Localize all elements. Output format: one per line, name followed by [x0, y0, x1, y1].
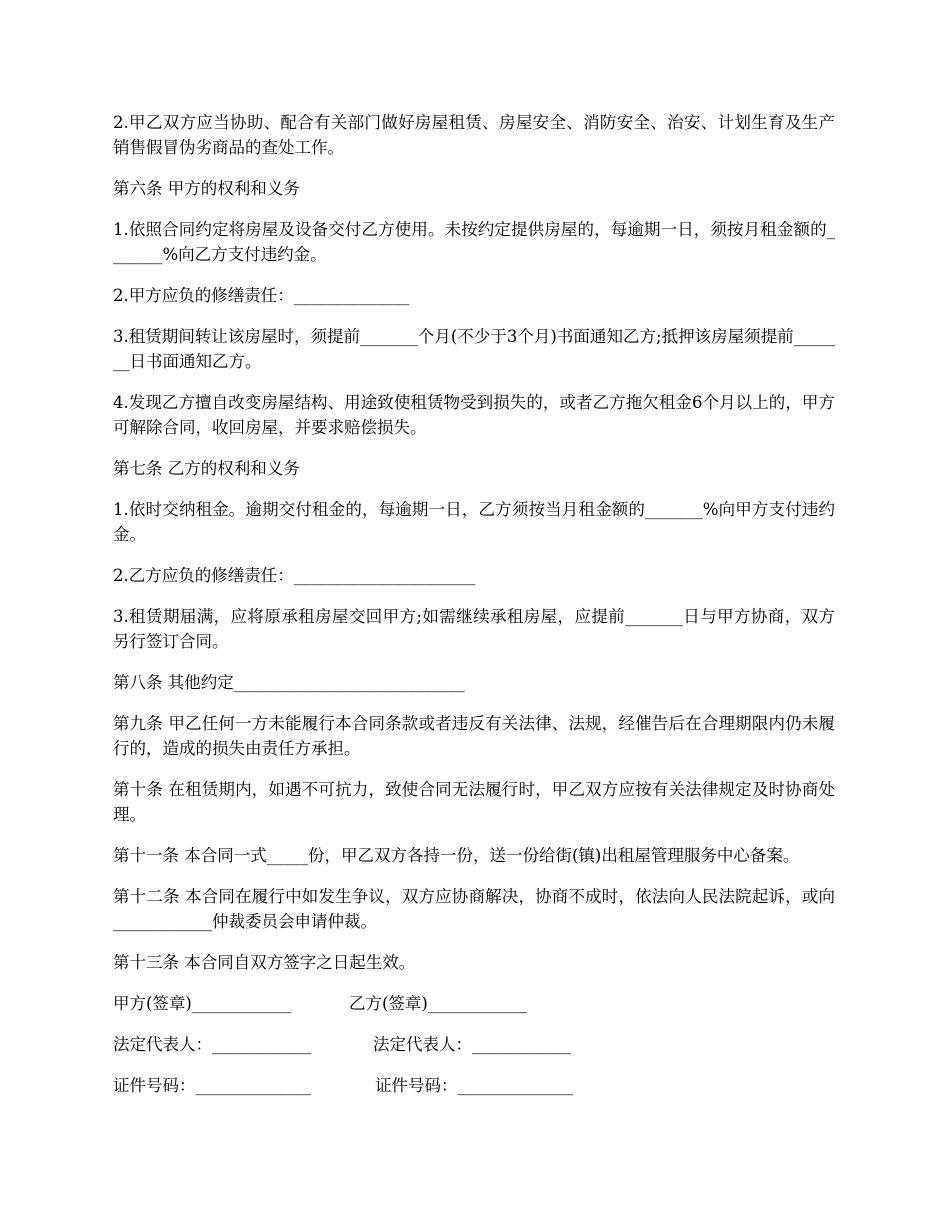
article-12: 第十二条 本合同在履行中如发生争议，双方应协商解决，协商不成时，依法向人民法院起诉，或向____________仲裁委员会申请仲裁。: [113, 887, 835, 931]
clause-6-item-3: 3.租赁期间转让该房屋时，须提前_______个月(不少于3个月)书面通知乙方;抵押该房屋须提前_______日书面通知乙方。: [113, 327, 835, 371]
article-13: 第十三条 本合同自双方签字之日起生效。: [113, 953, 416, 972]
article-10: 第十条 在租赁期内，如遇不可抗力，致使合同无法履行时，甲乙双方应按有关法律规定及时协商处理。: [113, 780, 835, 824]
party-a-representative-line: 法定代表人：____________: [113, 1035, 311, 1054]
contract-page: [113, 110, 835, 1114]
article-9: 第九条 甲乙任何一方未能履行本合同条款或者违反有关法律、法规，经催告后在合理期限内仍未履行的，造成的损失由责任方承担。: [113, 714, 835, 758]
clause-6-item-1: 1.依照合同约定将房屋及设备交付乙方使用。未按约定提供房屋的，每逾期一日，须按月租金额的_______%向乙方支付违约金。: [113, 220, 835, 264]
clause-7-item-2: 2.乙方应负的修缮责任：______________________: [113, 566, 476, 585]
signature-representative-row: [113, 1032, 835, 1057]
signature-seal-row: [113, 991, 835, 1016]
clause-7-item-3: 3.租赁期届满，应将原承租房屋交回甲方;如需继续承租房屋，应提前_______日与甲方协商，双方另行签订合同。: [113, 607, 835, 651]
party-b-id-line: 证件号码：______________: [375, 1076, 573, 1095]
party-a-seal-line: 甲方(签章)____________: [113, 994, 291, 1013]
clause-6-item-2: 2.甲方应负的修缮责任：______________: [113, 286, 410, 305]
article-8: 第八条 其他约定____________________________: [113, 673, 465, 692]
signature-id-row: [113, 1073, 835, 1098]
article-7-heading: 第七条 乙方的权利和义务: [113, 459, 300, 478]
article-11: 第十一条 本合同一式_____份，甲乙双方各持一份，送一份给街(镇)出租屋管理服务中心备案。: [113, 846, 800, 865]
party-b-representative-line: 法定代表人：____________: [373, 1035, 571, 1054]
clause-5-item-2: 2.甲乙双方应当协助、配合有关部门做好房屋租赁、房屋安全、消防安全、治安、计划生育及生产销售假冒伪劣商品的查处工作。: [113, 113, 835, 157]
party-a-id-line: 证件号码：______________: [113, 1076, 311, 1095]
clause-6-item-4: 4.发现乙方擅自改变房屋结构、用途致使租赁物受到损失的，或者乙方拖欠租金6个月以上的，甲方可解除合同，收回房屋，并要求赔偿损失。: [113, 393, 835, 437]
article-6-heading: 第六条 甲方的权利和义务: [113, 179, 300, 198]
clause-7-item-1: 1.依时交纳租金。逾期交付租金的，每逾期一日，乙方须按当月租金额的_______%向甲方支付违约金。: [113, 500, 835, 544]
party-b-seal-line: 乙方(签章)____________: [349, 994, 527, 1013]
